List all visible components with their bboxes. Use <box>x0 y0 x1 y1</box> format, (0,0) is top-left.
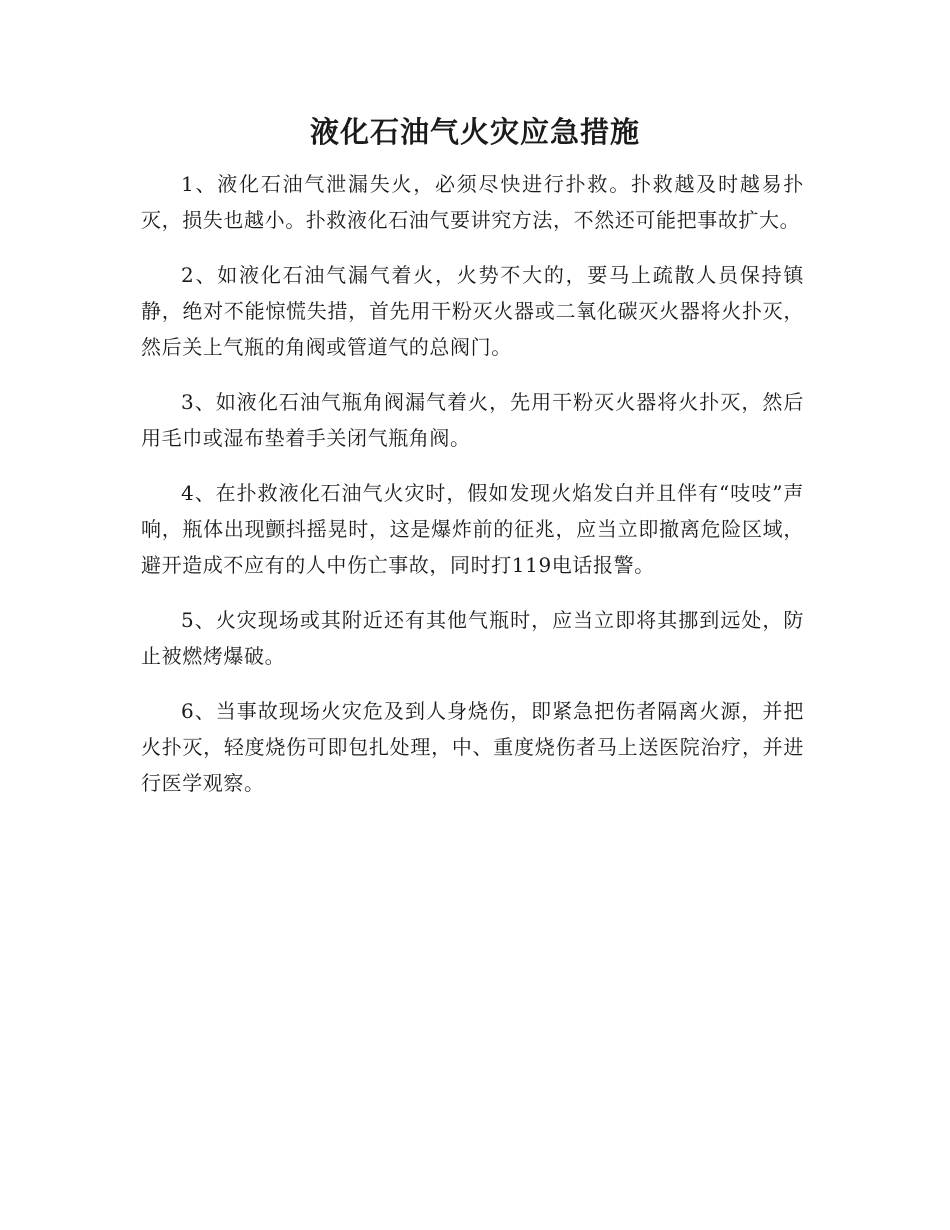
page-title: 液化石油气火灾应急措施 <box>309 115 640 149</box>
paragraph-4: 4、在扑救液化石油气火灾时，假如发现火焰发白并且伴有“吱吱”声响，瓶体出现颤抖摇晃时，这是爆炸前的征兆，应当立即撤离危险区域，避开造成不应有的人中伤亡事故，同时打119电话报警。 <box>141 481 804 577</box>
paragraph-3: 3、如液化石油气瓶角阀漏气着火，先用干粉灭火器将火扑灭，然后用毛巾或湿布垫着手关闭气瓶角阀。 <box>141 390 804 450</box>
paragraph-6: 6、当事故现场火灾危及到人身烧伤，即紧急把伤者隔离火源，并把火扑灭，轻度烧伤可即包扎处理，中、重度烧伤者马上送医院治疗，并进行医学观察。 <box>141 699 804 795</box>
document-body <box>141 166 804 820</box>
paragraph-1: 1、液化石油气泄漏失火，必须尽快进行扑救。扑救越及时越易扑灭，损失也越小。扑救液化石油气要讲究方法，不然还可能把事故扩大。 <box>141 172 804 232</box>
paragraph-2: 2、如液化石油气漏气着火，火势不大的，要马上疏散人员保持镇静，绝对不能惊慌失措，首先用干粉灭火器或二氧化碳灭火器将火扑灭，然后关上气瓶的角阀或管道气的总阀门。 <box>141 263 804 359</box>
paragraph-5: 5、火灾现场或其附近还有其他气瓶时，应当立即将其挪到远处，防止被燃烤爆破。 <box>141 608 804 668</box>
